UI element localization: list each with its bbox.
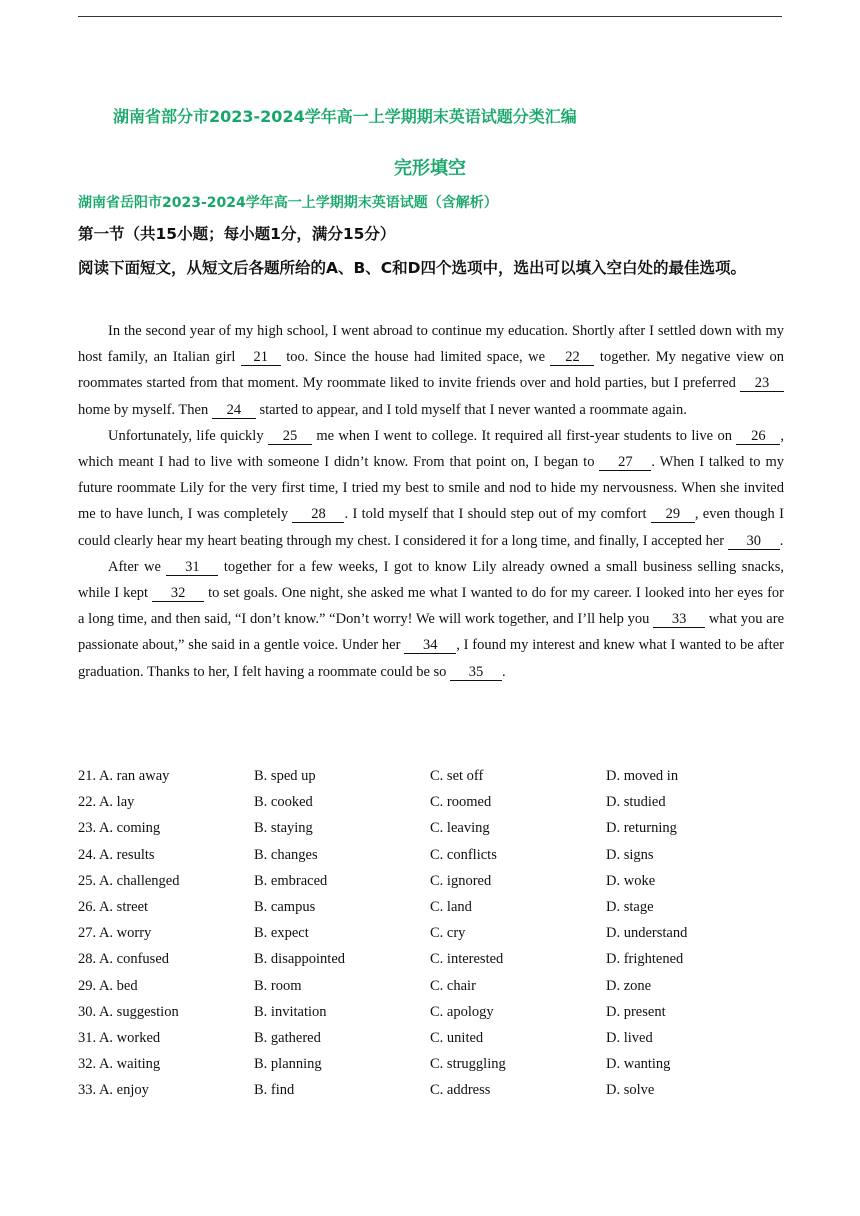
option-a: 24. A. results [78,846,155,863]
option-a: 31. A. worked [78,1029,161,1046]
option-d: D. woke [606,872,656,889]
option-d: D. studied [606,794,666,811]
passage-paragraph-3: After we 31 together for a few weeks, I got to know Lily already owned a small business selling snacks, while I kept 32 to set goals. One night, she asked me what I wanted to do for my career. I looked into her eyes for a long time, and then said, “I don’t know.” “Don’t worry! We will work together, and I’ll help you 33 what you are passionate about,” she said in a gentle voice. Under her 34 , I found my interest and knew what I wanted to be after graduation. Thanks to her, I felt having a roommate could be so 35 . [78,558,785,680]
option-b: B. changes [254,846,318,863]
option-row-27 [78,920,784,946]
option-a: 22. A. lay [78,794,135,811]
option-row-32 [78,1051,784,1077]
option-a: 26. A. street [78,898,149,915]
option-b: B. embraced [254,872,328,889]
option-b: B. cooked [254,794,313,811]
blank-34: 34 [404,637,456,654]
option-b: B. disappointed [254,951,346,968]
blank-26: 26 [736,428,780,445]
option-b: B. invitation [254,1003,327,1020]
document-title: 湖南省部分市2023-2024学年高一上学期期末英语试题分类汇编 [113,107,577,126]
option-d: D. wanting [606,1056,671,1073]
option-c: C. united [430,1029,484,1046]
option-c: C. leaving [430,820,490,837]
option-d: D. understand [606,925,688,942]
option-a: 23. A. coming [78,820,161,837]
option-a: 29. A. bed [78,977,138,994]
option-b: B. staying [254,820,313,837]
option-a: 25. A. challenged [78,872,180,889]
option-row-29 [78,973,784,999]
passage-paragraph-2: Unfortunately, life quickly 25 me when I went to college. It required all first-year students to live on 26 , which meant I had to live with someone I didn’t know. From that point on, I began to 27 . When I talked to my future roommate Lily for the very first time, I tried my best to smile and nod to hide my nervousness. When she invited me to have lunch, I was completely 28 . I told myself that I should step out of my comfort 29 , even though I could clearly hear my heart beating through my chest. I considered it for a long time, and finally, I accepted her 30 . [78,427,784,549]
blank-33: 33 [653,611,705,628]
option-row-22 [78,789,784,815]
option-row-25 [78,868,784,894]
option-d: D. moved in [606,768,679,784]
option-c: C. interested [430,951,504,968]
option-b: B. planning [254,1056,322,1073]
option-b: B. sped up [254,768,316,784]
part-heading: 第一节（共15小题；每小题1分，满分15分） [78,225,396,243]
option-b: B. campus [254,898,316,915]
option-row-31 [78,1025,784,1051]
blank-30: 30 [728,533,780,550]
blank-27: 27 [599,454,651,471]
option-row-23 [78,815,784,841]
answer-options [78,763,784,1103]
option-a: 28. A. confused [78,951,170,968]
blank-35: 35 [450,664,502,681]
option-c: C. set off [430,768,484,784]
option-b: B. find [254,1082,295,1099]
option-row-33 [78,1077,784,1103]
blank-32: 32 [152,585,204,602]
option-c: C. ignored [430,872,492,889]
blank-25: 25 [268,428,312,445]
instruction-text: 阅读下面短文，从短文后各题所给的A、B、C和D四个选项中，选出可以填入空白处的最佳选项。 [78,259,747,277]
blank-28: 28 [292,506,344,523]
option-a: 32. A. waiting [78,1056,161,1073]
option-row-28 [78,946,784,972]
option-d: D. present [606,1003,666,1020]
option-row-21 [78,763,784,789]
option-d: D. signs [606,846,654,863]
option-d: D. zone [606,977,652,994]
option-c: C. chair [430,977,476,994]
blank-23: 23 [740,375,784,392]
option-d: D. frightened [606,951,684,968]
option-b: B. room [254,977,302,994]
option-c: C. address [430,1082,491,1099]
option-d: D. returning [606,820,677,837]
cloze-passage [78,318,784,685]
section-title: 完形填空 [394,158,466,179]
header-rule [78,16,782,17]
blank-21: 21 [241,349,281,366]
option-b: B. gathered [254,1029,321,1046]
option-row-30 [78,999,784,1025]
option-row-24 [78,842,784,868]
option-c: C. conflicts [430,846,497,863]
option-c: C. struggling [430,1056,506,1073]
option-b: B. expect [254,925,309,942]
passage-paragraph-1: In the second year of my high school, I went abroad to continue my education. Shortly after I settled down with my host family, an Italian girl 21 too. Since the house had limited space, we 22 together. My negative view on roommates started from that moment. My roommate liked to invite friends over and hold parties, but I preferred 23 home by myself. Then 24 started to appear, and I told myself that I never wanted a roommate again. [78,323,784,418]
option-c: C. roomed [430,794,492,811]
blank-29: 29 [651,506,695,523]
blank-22: 22 [550,349,594,366]
source-line: 湖南省岳阳市2023-2024学年高一上学期期末英语试题（含解析） [78,195,498,211]
option-a: 27. A. worry [78,925,152,942]
option-a: 30. A. suggestion [78,1003,179,1020]
blank-31: 31 [166,559,218,576]
option-d: D. lived [606,1029,653,1046]
option-a: 21. A. ran away [78,768,170,784]
option-c: C. land [430,898,472,915]
blank-24: 24 [212,402,256,419]
option-row-26 [78,894,784,920]
option-d: D. stage [606,898,654,915]
option-c: C. apology [430,1003,494,1020]
option-a: 33. A. enjoy [78,1082,149,1099]
option-d: D. solve [606,1082,655,1099]
option-c: C. cry [430,925,466,942]
